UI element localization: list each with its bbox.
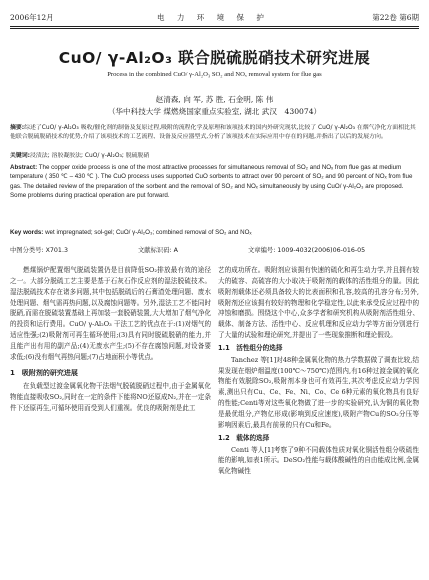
abstract-cn-label: 摘要:: [10, 125, 25, 131]
abstract-en-text: The copper oxide process is one of the most attractive processes for simultaneous removal of SO₂ and NOₓ from flue gas at medium temperature ( 350 ℃ – 430 ℃ ). The CuO process uses supported CuO sorbents to attract over 90 percent of SO₂ and 90 percent of NOₓ from flue gas. The detailed review of the preparation of the sorbent and the removal of SO₂ and NOₓ simultaneously by using CuO/ γ-Al₂O₃ are proposed. Some problems during practical operation are put forward.: [10, 164, 413, 200]
intro-paragraph: 燃煤锅炉配置烟气脱硫装置仍是目前降低SO₂排放最有效的途径之一。大部分脱硫工艺主要是基于石灰石作反应剂的湿法脱硫技术。湿法脱硫技术存在诸多问题,其中包括脱硫后的石膏渣处理问题、废水处理问题、烟气需再热问题,以及腐蚀问题等。另外,湿法工艺不能同时脱硝,而需在脱硫装置基础上再加装一套脱硝装置,大大增加了烟气净化的投资和运行费用。CuO/ γ-Al₂O₃ 干法工艺的优点在于:(1)对烟气的适应性强;(2)吸附剂可再生循环使用;(3)具有同时脱硫脱硝的能力,并且能产出有用的副产品;(4)无废水产生;(5)不存在腐蚀问题,对设备要求低;(6)没有烟气再热问题;(7)占地面积小等优点。: [10, 266, 211, 361]
keywords-cn: [10, 152, 417, 161]
running-header: [10, 10, 419, 23]
subsection-1-1-paragraph: Tanchez 等[1]对48种金属氧化物的热力学数据做了调查比较,结果发现在烟炉烟温度(100℃～750℃)范围内,有16种过渡金属的氧化物能有效脱除SO₂,吸附剂本身也可有效再生,其次考虑反应动力学因素,测出只有Cu、Ce、Fe、Ni、Co、Ce 6种元素的氧化物具有良好的性能;Centi等对这些氧化物做了进一步的实验研究,认为铜的氧化物是最优组分,产物亿形成(影响到反应速度),吸附产物Cu的SO₂分压等影响因素后,最具有前景的只有Cu和Fe。: [218, 355, 419, 429]
issue-date: 2006年12月: [10, 13, 54, 22]
keywords-en: [10, 228, 417, 237]
volume-issue: 第22卷 第6期: [372, 13, 419, 22]
journal-name: 电 力 环 境 保 护: [157, 13, 269, 22]
author-list: 赵清森, 向 军, 苏 胜, 石金明, 陈 伟: [155, 95, 274, 104]
article-number: 文章编号: 1009-4032(2006)06-016-05: [248, 247, 366, 254]
keywords-cn-label: 关键词:: [10, 153, 31, 159]
document-code: 文献标识码: A: [138, 247, 178, 254]
paper-subtitle-en: Process in the combined CuO/ γ-Al₂O₃ SO₂ and NOₓ removal system for flue gas: [107, 71, 322, 78]
keywords-cn-text: 浸渍法; 溶胶凝胶法; CuO/ γ-Al₂O₃; 脱硫脱硝: [30, 153, 150, 159]
section-1-heading: 1 吸附剂的研究进展: [10, 368, 78, 377]
keywords-en-label: Key words:: [10, 229, 44, 236]
subsection-1-1-heading: 1.1 活性组分的选择: [218, 343, 283, 352]
classification-line: [10, 245, 417, 254]
header-rule-top: [10, 26, 419, 27]
header-rule-bottom: [10, 28, 419, 29]
clc-number: 中图分类号: X701.3: [10, 247, 68, 254]
affiliation: （华中科技大学 煤燃烧国家重点实验室, 湖北 武汉 430074）: [107, 107, 322, 116]
subsection-1-2-paragraph: Centi 等人[1]考察了9种不同载体性质对氧化铜活性组分吸硫性能的影响,如表1所示。DeSO₂性能与载体酸碱性的自由能成比例,金属氧化物碱性: [218, 445, 419, 476]
continued-paragraph: 艺的成功所在。吸附剂应该拥有快速的硫化和再生动力学,并且拥有较大的硫容、高硫容的大小取决于吸附剂的载体的活性组分的量。因此吸附剂载体还必须具备较大的比表面积和孔容,较高的孔容分布;另外,吸附剂还应该拥有较好的物理和化学稳定性,以此来承受反应过程中的冲蚀和磨损。围绕这个中心,众多学者和研究机构从吸附剂活性组分、载体、制备方法、活性中心、反应机理和反应动力学等方面分别进行了大量的试验和理论研究,并提出了一些现象推断和理论假设。: [218, 266, 419, 340]
body-right-column: [218, 265, 419, 477]
abstract-en-label: Abstract:: [10, 164, 38, 171]
paper-title: CuO/ γ-Al₂O₃ 联合脱硫脱硝技术研究进展: [58, 49, 371, 67]
keywords-en-text: wet impregnated; sol-gel; CuO/ γ-Al₂O₃; combined removal of SO₂ and NOₓ: [45, 229, 252, 236]
abstract-cn: [10, 124, 417, 142]
abstract-en: [10, 163, 417, 201]
subsection-1-2-heading: 1.2 载体的选择: [218, 433, 270, 442]
body-left-column: [10, 265, 211, 414]
abstract-cn-text: 综述了CuO/ γ-Al₂O₃ 吸收/催化剂的制备及复原过程,吸附的流程化学及原理和该项技术的国内外研究现状,比较了 CuO/ γ-Al₂O₃ 在烟气净化方面相比其他联合脱硫脱硝技术的优势,介绍了该项技术的工艺流程、设备及反应器型式,分析了该项技术在实际应用中存在的问题,并指出了以后的发展方向。: [10, 125, 416, 141]
section-1-paragraph: 在负载型过渡金属氧化物干法烟气脱硫脱硝过程中,由于金属氧化物能直接吸收SO₂,同时在一定的条件下能将NO还原成N₂,并在一定条件下还原再生,可循环使用而受到人们重视。优良的吸附剂是此工: [10, 382, 211, 413]
